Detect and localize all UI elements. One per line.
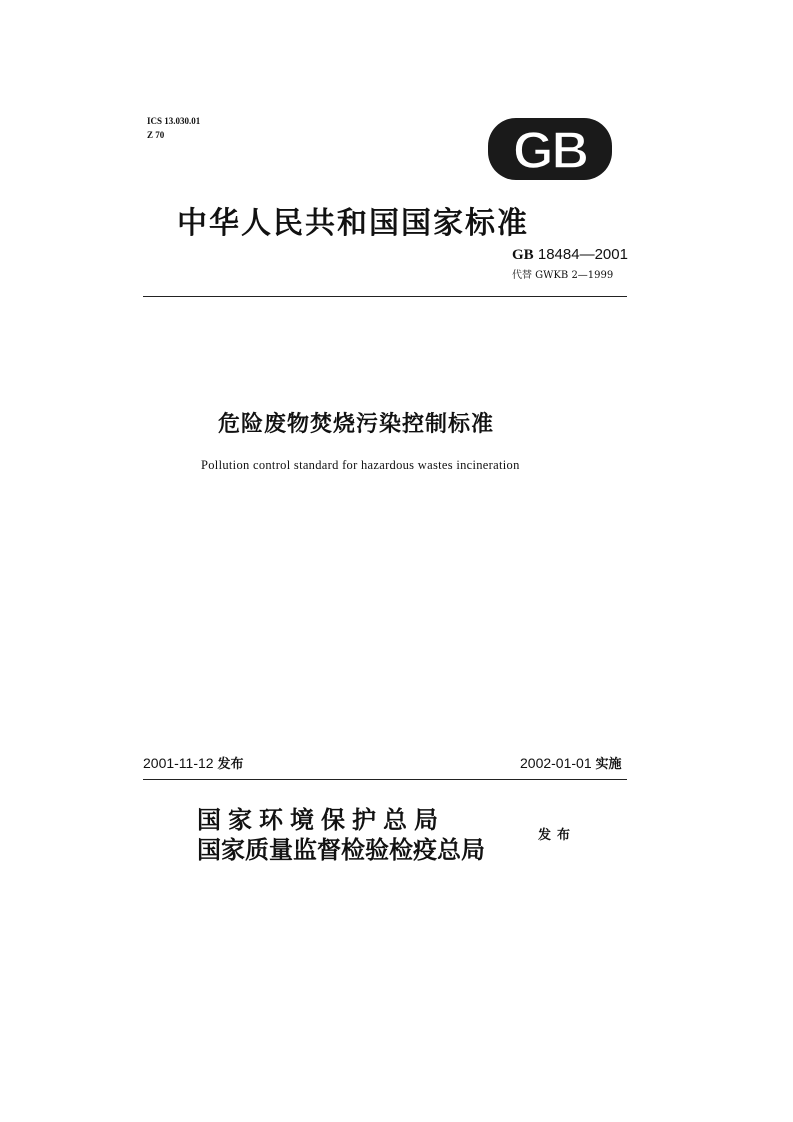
logo-text: GB	[513, 122, 587, 180]
standard-number-prefix: GB	[512, 247, 534, 263]
classification-codes	[147, 114, 200, 142]
ccs-code: Z 70	[147, 130, 165, 140]
implement-date-label: 实施	[595, 757, 622, 772]
national-standard-heading: 中华人民共和国国家标准	[177, 206, 529, 241]
bottom-divider	[143, 779, 627, 780]
standard-number	[512, 246, 628, 264]
ics-code: ICS 13.030.01	[147, 116, 201, 126]
issuer-line-2: 国家质量监督检验检疫总局	[197, 835, 485, 864]
issue-date-value: 2001-11-12	[143, 755, 214, 771]
implement-date-value: 2002-01-01	[520, 755, 592, 771]
standard-number-value: 18484—2001	[537, 246, 628, 263]
replaces-note: 代替 GWKB 2—1999	[512, 270, 614, 281]
top-divider	[143, 296, 627, 297]
document-title-chinese: 危险废物焚烧污染控制标准	[218, 412, 495, 437]
publish-label: 发布	[538, 828, 577, 843]
issuer-line-1: 国家环境保护总局	[197, 805, 445, 834]
issue-date	[143, 753, 243, 772]
gb-logo	[488, 118, 612, 180]
document-title-english: Pollution control standard for hazardous wastes incineration	[201, 458, 520, 472]
implement-date	[520, 753, 622, 772]
issue-date-label: 发布	[217, 757, 244, 772]
